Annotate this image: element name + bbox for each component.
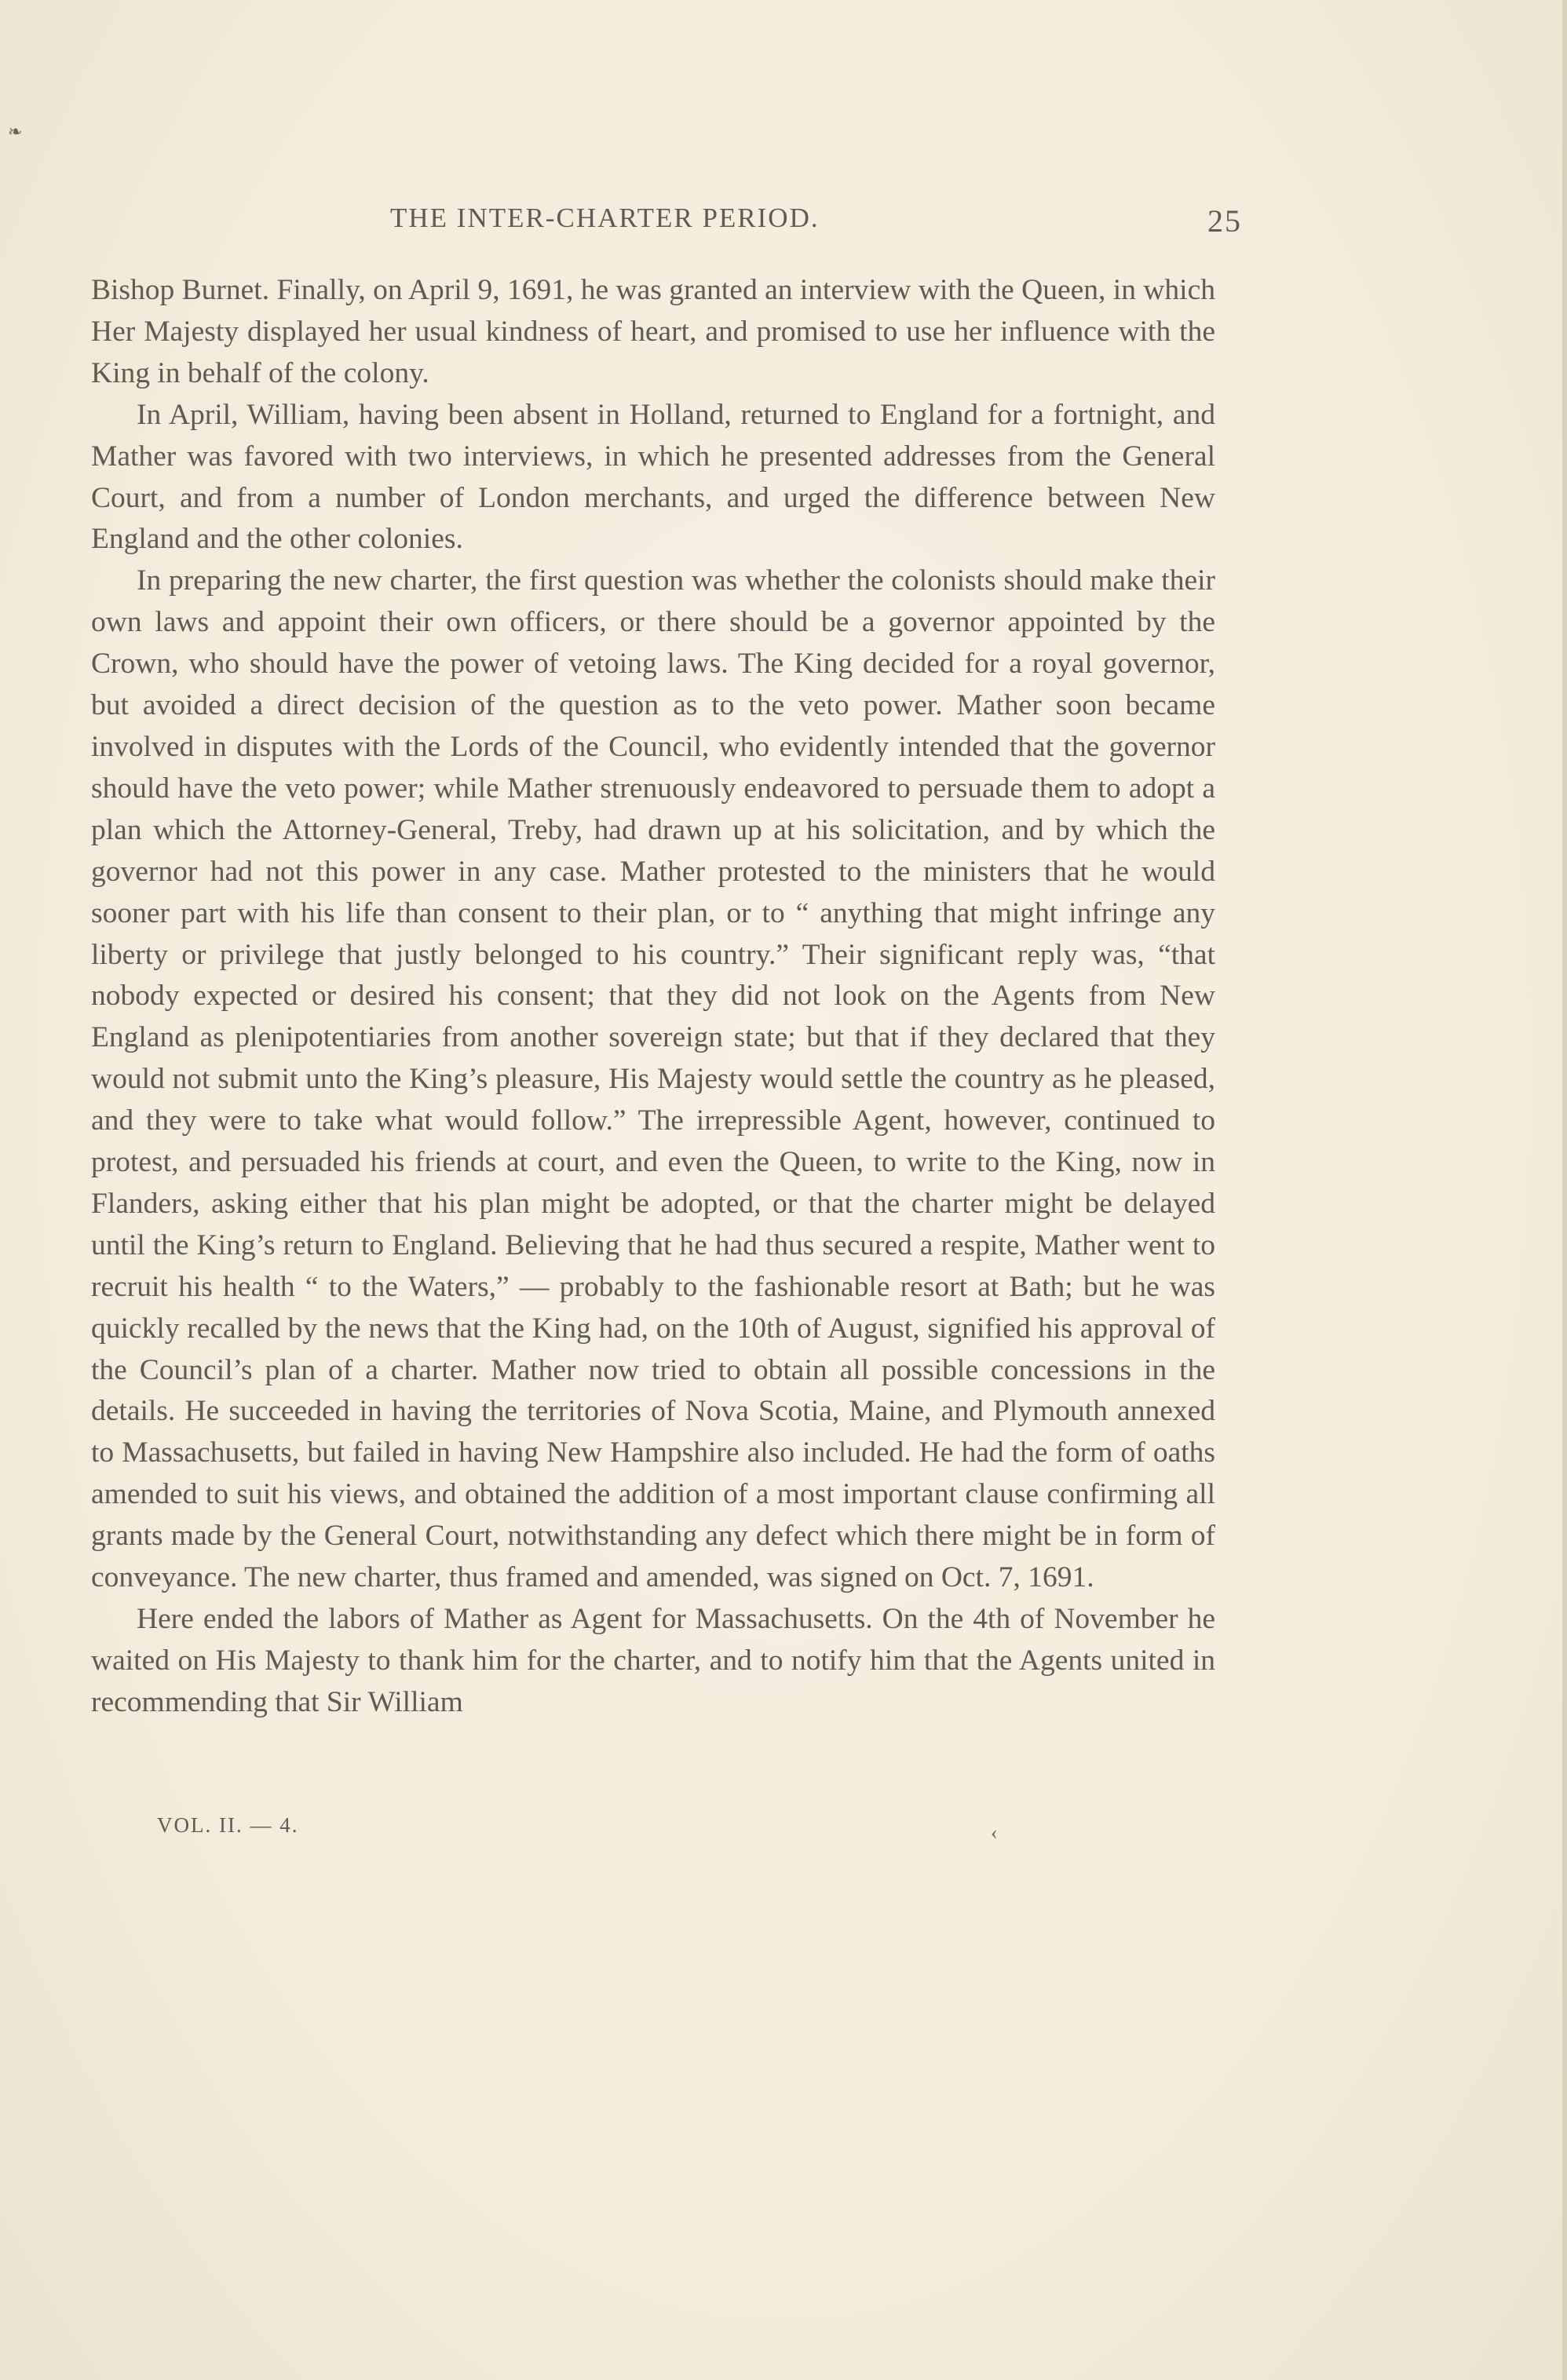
- paragraph: In April, William, having been absent in Holland, returned to England for a fortnight, and Mather was favored with two interviews, in which he presented addresses from the General Court, and from a number of London merchants, and urged the difference between New England and the other colonies.: [91, 398, 1215, 556]
- running-header: [88, 196, 1242, 243]
- page-edge: [1562, 0, 1567, 2380]
- paragraph: In preparing the new charter, the first question was whether the colonists should make their own laws and appoint their own officers, or there should be a governor appointed by the Crown, who should have the power of vetoing laws. The King decided for a royal governor, but avoided a direct decision of the question as to the veto power. Mather soon became involved in disputes with the Lords of the Council, who evidently intended that the governor should have the veto power; while Mather strenuously endeavored to persuade them to adopt a plan which the Attorney-General, Treby, had drawn up at his solicitation, and by which the governor had not this power in any case. Mather protested to the ministers that he would sooner part with his life than consent to their plan, or to “ anything that might infringe any liberty or privilege that justly belonged to his country.” Their significant reply was, “that nobody expected or desired his consent; that they did not look on the Agents from New England as plenipotentiaries from another sovereign state; but that if they declared that they would not submit unto the King’s pleasure, His Majesty would settle the country as he pleased, and they were to take what would follow.” The irrepressible Agent, however, continued to protest, and persuaded his friends at court, and even the Queen, to write to the King, now in Flanders, asking either that his plan might be adopted, or that the charter might be delayed until the King’s return to England. Believing that he had thus secured a respite, Mather went to recruit his health “ to the Waters,” — probably to the fashionable resort at Bath; but he was quickly recalled by the news that the King had, on the 10th of August, signified his approval of the Council’s plan of a charter. Mather now tried to obtain all possible concessions in the details. He succeeded in having the territories of Nova Scotia, Maine, and Plymouth annexed to Massachusetts, but failed in having New Hampshire also included. He had the form of oaths amended to suit his views, and obtained the addition of a most important clause confirming all grants made by the General Court, notwithstanding any defect which there might be in form of conveyance. The new charter, thus framed and amended, was signed on Oct. 7, 1691.: [91, 564, 1215, 1594]
- paragraph: Here ended the labors of Mather as Agent for Massachusetts. On the 4th of November he waited on His Majesty to thank him for the charter, and to notify him that the Agents united in recommending that Sir William: [91, 1603, 1215, 1718]
- paragraph: Bishop Burnet. Finally, on April 9, 1691, he was granted an interview with the Queen, in which Her Majesty displayed her usual kindness of heart, and promised to use her influence with the King in behalf of the colony.: [91, 274, 1215, 389]
- ink-mark: ❧: [8, 122, 23, 141]
- body-text: [91, 270, 1215, 1724]
- page-number: 25: [1207, 203, 1242, 239]
- running-title: THE INTER-CHARTER PERIOD.: [390, 203, 820, 233]
- ink-mark: ‹: [991, 1821, 998, 1844]
- volume-signature: VOL. II. — 4.: [157, 1813, 299, 1837]
